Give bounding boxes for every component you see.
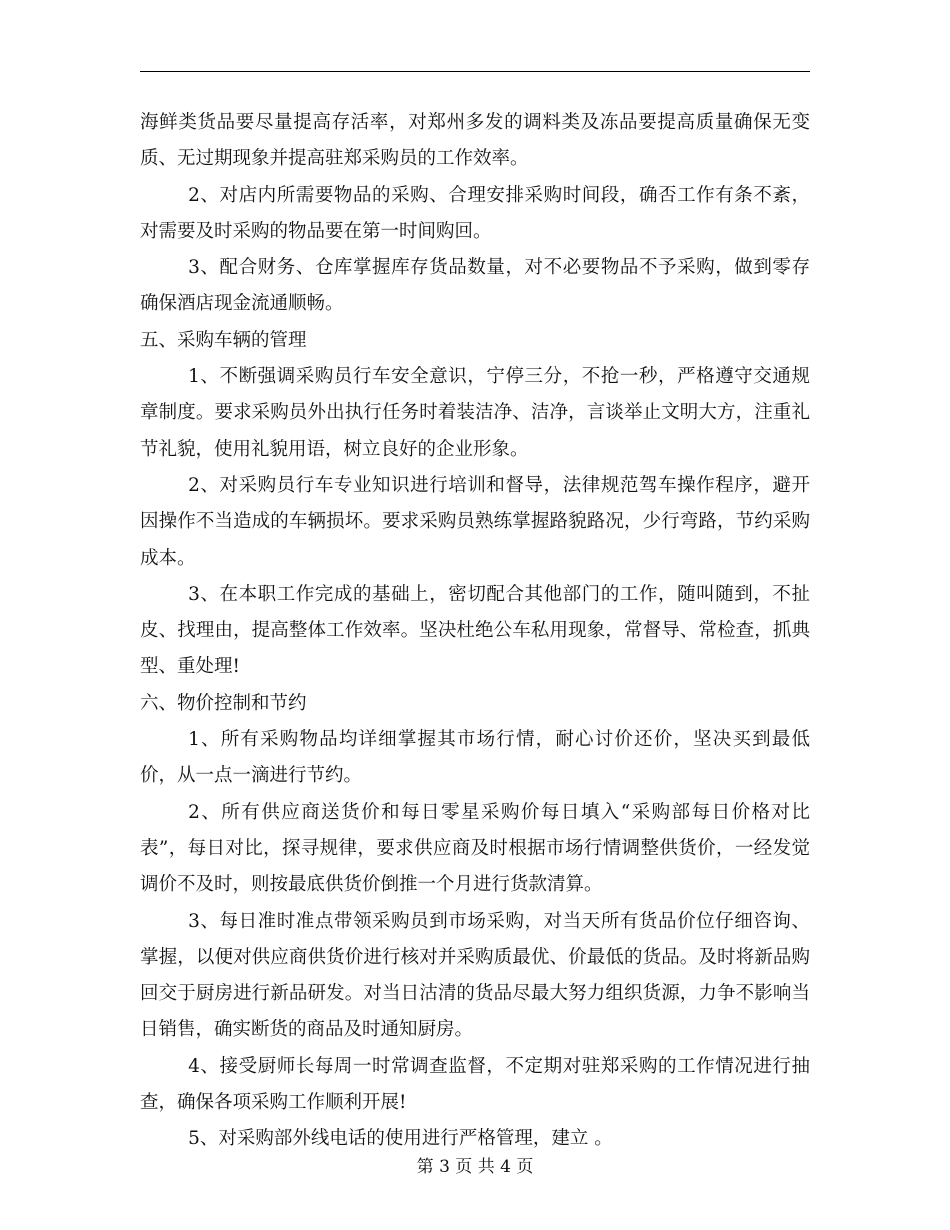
paragraph-11: 3、每日准时准点带领采购员到市场采购，对当天所有货品价位仔细咨询、掌握，以便对供应商供货价进行核对并采购质最优、价最低的货品。及时将新品购回交于厨房进行新品研发。对当日沽清的货品尽最大努力组织货源，力争不影响当日销售，确实断货的商品及时通知厨房。 [140, 910, 810, 1041]
paragraph-3: 3、配合财务、仓库掌握库存货品数量，对不必要物品不予采购，做到零存确保酒店现金流通顺畅。 [140, 257, 810, 315]
section-heading-5: 五、采购车辆的管理 [140, 329, 307, 351]
header-rule [140, 71, 810, 72]
paragraph-13: 5、对采购部外线电话的使用进行严格管理，建立 。 [188, 1128, 613, 1150]
document-body [140, 105, 810, 1158]
paragraph-1: 海鲜类货品要尽量提高存活率，对郑州多发的调料类及冻品要提高质量确保无变质、无过期现象并提高驻郑采购员的工作效率。 [140, 112, 810, 170]
section-heading-6: 六、物价控制和节约 [140, 692, 307, 714]
paragraph-10: 2、所有供应商送货价和每日零星采购价每日填入“采购部每日价格对比表”，每日对比，探寻规律，要求供应商及时根据市场行情调整供货价，一经发觉调价不及时，则按最底供货价倒推一个月进行货款清算。 [140, 801, 810, 896]
paragraph-5: 1、不断强调采购员行车安全意识，宁停三分，不抢一秒，严格遵守交通规章制度。要求采购员外出执行任务时着装洁净、洁净，言谈举止文明大方，注重礼节礼貌，使用礼貌用语，树立良好的企业形象。 [140, 366, 810, 460]
paragraph-7: 3、在本职工作完成的基础上，密切配合其他部门的工作，随叫随到，不扯皮、找理由，提高整体工作效率。坚决杜绝公车私用现象，常督导、常检查，抓典型、重处理! [140, 583, 810, 678]
paragraph-9: 1、所有采购物品均详细掌握其市场行情，耐心讨价还价，坚决买到最低价，从一点一滴进行节约。 [140, 729, 810, 787]
paragraph-2: 2、对店内所需要物品的采购、合理安排采购时间段，确否工作有条不紊，对需要及时采购的物品要在第一时间购回。 [140, 184, 810, 242]
paragraph-12: 4、接受厨师长每周一时常调查监督，不定期对驻郑采购的工作情况进行抽查，确保各项采购工作顺利开展! [140, 1055, 810, 1114]
page-number-footer: 第 3 页 共 4 页 [416, 1157, 534, 1177]
paragraph-6: 2、对采购员行车专业知识进行培训和督导，法律规范驾车操作程序，避开因操作不当造成的车辆损坏。要求采购员熟练掌握路貌路况，少行弯路，节约采购成本。 [140, 474, 810, 569]
